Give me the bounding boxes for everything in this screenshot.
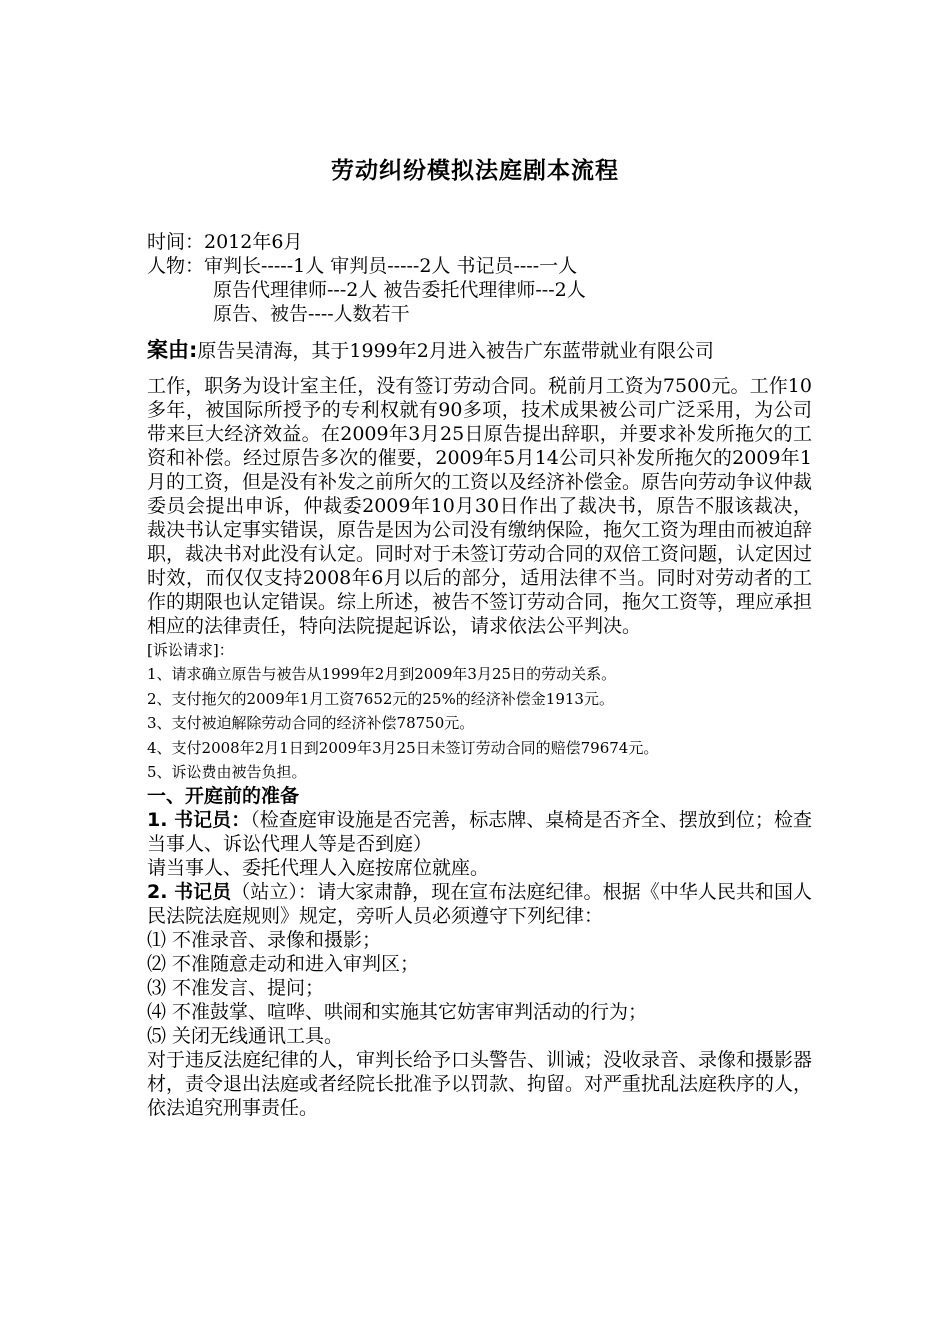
- rule-item-4: ⑷ 不准鼓掌、喧哗、哄闹和实施其它妨害审判活动的行为；: [147, 1001, 648, 1024]
- cause-label: 案由:: [147, 338, 198, 362]
- claim-item-5: 5、诉讼费由被告负担。: [147, 763, 307, 782]
- step1-label: 1. 书记员：: [147, 809, 251, 832]
- cause-first-line: [147, 338, 812, 363]
- cause-first-text: 原告吴清海，其于1999年2月进入被告广东蓝带就业有限公司: [197, 340, 714, 362]
- claims-section: [147, 638, 812, 784]
- claim-item-1: 1、请求确立原告与被告从1999年2月到2009年3月25日的劳动关系。: [147, 665, 617, 684]
- claims-header: [诉讼请求]：: [147, 641, 234, 659]
- step2-label: 2. 书记员: [147, 881, 232, 904]
- document-title: 劳动纠纷模拟法庭剧本流程: [331, 158, 619, 184]
- claim-item-3: 3、支付被迫解除劳动合同的经济补偿78750元。: [147, 714, 475, 733]
- step2-text: （站立）：请大家肃静，现在宣布法庭纪律。根据《中华人民共和国人民法院法庭规则》规定，旁听人员必须遵守下列纪律：: [147, 881, 812, 928]
- persons-line-1: [147, 254, 812, 278]
- document-body: [147, 230, 812, 1120]
- step1-paragraph: [147, 808, 812, 856]
- step2-paragraph: [147, 880, 812, 928]
- rule-item-2: ⑵ 不准随意走动和进入审判区；: [147, 953, 420, 976]
- step1-note: 请当事人、委托代理人入庭按席位就座。: [147, 857, 490, 880]
- rule-item-5: ⑸ 关闭无线通讯工具。: [147, 1025, 344, 1048]
- step1-text: （检查庭审设施是否完善，标志牌、桌椅是否齐全、摆放到位；检查当事人、诉讼代理人等是否到庭）: [147, 809, 812, 856]
- persons-label: 人物：: [147, 255, 205, 277]
- cause-body: 工作，职务为设计室主任，没有签订劳动合同。税前月工资为7500元。工作10多年，被国际所授予的专利权就有90多项，技术成果被公司广泛采用，为公司带来巨大经济效益。在2009年3月25日原告提出辞职，并要求补发所拖欠的工资和补偿。经过原告多次的催要，2009年5月14公司只补发所拖欠的2009年1月的工资，但是没有补发之前所欠的工资以及经济补偿金。原告向劳动争议仲裁委员会提出申诉，仲裁委2009年10月30日作出了裁决书，原告不服该裁决，裁决书认定事实错误，原告是因为公司没有缴纳保险，拖欠工资为理由而被迫辞职，裁决书对此没有认定。同时对于未签订劳动合同的双倍工资问题，认定因过时效，而仅仅支持2008年6月以后的部分，适用法律不当。同时对劳动者的工作的期限也认定错误。综上所述，被告不签订劳动合同，拖欠工资等，理应承担相应的法律责任，特向法院提起诉讼，请求依法公平判决。: [147, 375, 813, 637]
- rule-item-3: ⑶ 不准发言、提问；: [147, 977, 325, 1000]
- time-line: 时间：2012年6月: [147, 231, 303, 253]
- closing-paragraph: 对于违反法庭纪律的人，审判长给予口头警告、训诫；没收录音、录像和摄影器材，责令退出法庭或者经院长批准予以罚款、拘留。对严重扰乱法庭秩序的人，依法追究刑事责任。: [147, 1049, 813, 1120]
- persons-line-2: 原告代理律师---2人 被告委托代理律师---2人: [213, 279, 586, 301]
- section-heading: 一、开庭前的准备: [147, 785, 300, 808]
- persons-text-1: 审判长-----1人 审判员-----2人 书记员----一人: [204, 255, 578, 277]
- rule-item-1: ⑴ 不准录音、录像和摄影；: [147, 929, 382, 952]
- claim-item-4: 4、支付2008年2月1日到2009年3月25日未签订劳动合同的赔偿79674元。: [147, 738, 659, 757]
- persons-line-3: 原告、被告----人数若干: [213, 303, 410, 325]
- claim-item-2: 2、支付拖欠的2009年1月工资7652元的25%的经济补偿金1913元。: [147, 689, 614, 708]
